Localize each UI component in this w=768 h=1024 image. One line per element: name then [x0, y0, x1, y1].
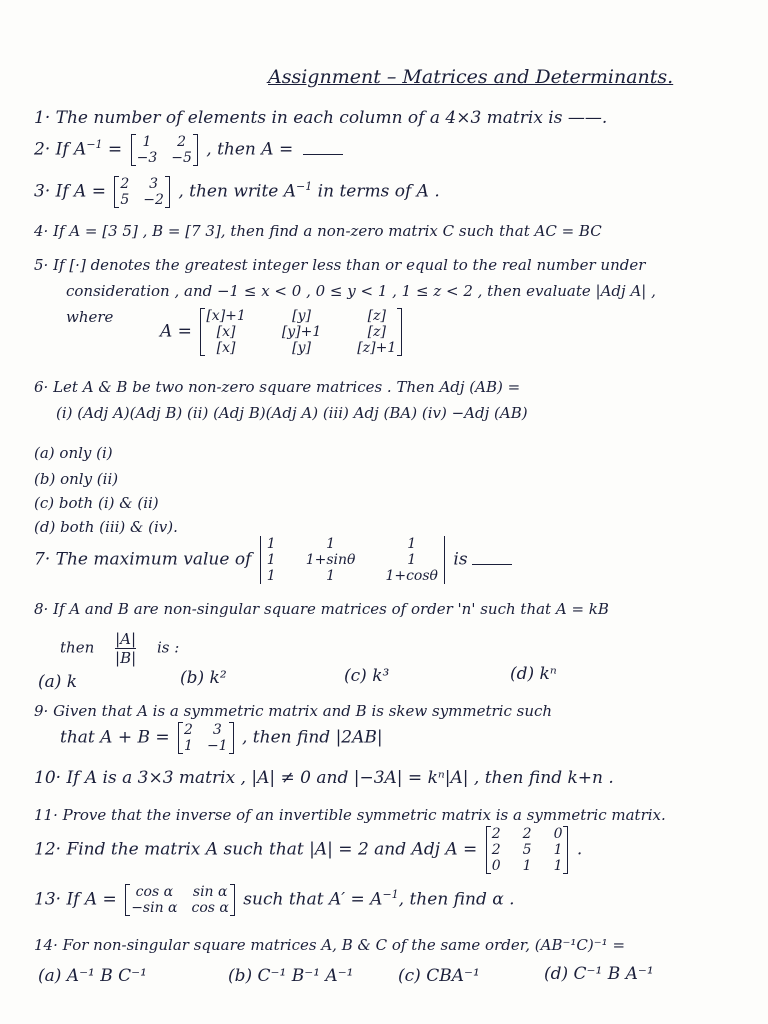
option-d: (d) kⁿ [510, 664, 557, 684]
question-9-line-2: that A + B = 2 3 1 −1 , then find |2AB| [60, 722, 383, 754]
question-9-line-1: 9· Given that A is a symmetric matrix and B is skew symmetric such [34, 702, 553, 720]
question-2: 2· If $A^{-1}$ = 1 2 −3 −5 , then A = [34, 134, 343, 166]
question-4: 4· If A = [3 5] , B = [7 3], then find a non-zero matrix C such that AC = BC [34, 222, 602, 240]
question-13: 13· If A = cos α sin α −sin α cos α such that $A' = A^{-1}$, then find α . [34, 884, 515, 916]
question-7: 7· The maximum value of 1 1 1 1 1+sinθ 1 1 1 1+cosθ is [34, 536, 512, 584]
question-3: 3· If A = 2 3 5 −2 , then write $A^{-1}$ in terms of A . [34, 176, 440, 208]
determinant: 1 1 1 1 1+sinθ 1 1 1 1+cosθ [260, 536, 445, 584]
question-8-line-2: then $\frac{|A|}{|B|}$ is : [60, 630, 180, 667]
question-5-where: where [66, 308, 114, 326]
option-a: (a) A⁻¹ B C⁻¹ [38, 966, 147, 986]
matrix: 1 2 −3 −5 [131, 134, 198, 166]
option-a: (a) k [38, 672, 78, 692]
matrix: cos α sin α −sin α cos α [125, 884, 235, 916]
option-c: (c) k³ [344, 666, 390, 686]
question-14-line-1: 14· For non-singular square matrices A, B & C of the same order, (AB⁻¹C)⁻¹ = [34, 936, 626, 954]
matrix: 2 2 0 2 5 1 0 1 1 [486, 826, 569, 874]
question-8-line-1: 8· If A and B are non-singular square matrices of order 'n' such that A = kB [34, 600, 609, 618]
option-d: (d) both (iii) & (iv). [34, 518, 178, 536]
option-c: (c) CBA⁻¹ [398, 966, 480, 986]
question-6-line-1: 6· Let A & B be two non-zero square matrices . Then Adj (AB) = [34, 378, 521, 396]
option-b: (b) k² [180, 668, 227, 688]
option-a: (a) only (i) [34, 444, 113, 462]
question-5-line-1: 5· If [·] denotes the greatest integer less than or equal to the real number under [34, 256, 646, 274]
question-5-matrix: A = [x]+1 [y] [z] [x] [y]+1 [z] [x] [y] [z]+1 [160, 308, 405, 356]
question-1: 1· The number of elements in each column of a 4×3 matrix is ——. [34, 108, 608, 128]
matrix: [x]+1 [y] [z] [x] [y]+1 [z] [x] [y] [z]+1 [200, 308, 402, 356]
matrix: 2 3 1 −1 [178, 722, 234, 754]
option-d: (d) C⁻¹ B A⁻¹ [544, 964, 654, 984]
option-b: (b) only (ii) [34, 470, 119, 488]
page-title: Assignment – Matrices and Determinants. [268, 66, 674, 88]
question-12: 12· Find the matrix A such that |A| = 2 and Adj A = 2 2 0 2 5 1 0 1 1 . [34, 826, 583, 874]
matrix: 2 3 5 −2 [114, 176, 170, 208]
option-c: (c) both (i) & (ii) [34, 494, 159, 512]
question-5-line-2: consideration , and −1 ≤ x < 0 , 0 ≤ y < 1 , 1 ≤ z < 2 , then evaluate |Adj A| , [66, 282, 656, 300]
question-6-line-2: (i) (Adj A)(Adj B) (ii) (Adj B)(Adj A) (iii) Adj (BA) (iv) −Adj (AB) [56, 404, 528, 422]
question-11: 11· Prove that the inverse of an invertible symmetric matrix is a symmetric matrix. [34, 806, 666, 824]
option-b: (b) C⁻¹ B⁻¹ A⁻¹ [228, 966, 354, 986]
question-10: 10· If A is a 3×3 matrix , |A| ≠ 0 and |−3A| = kⁿ|A| , then find k+n . [34, 768, 614, 788]
